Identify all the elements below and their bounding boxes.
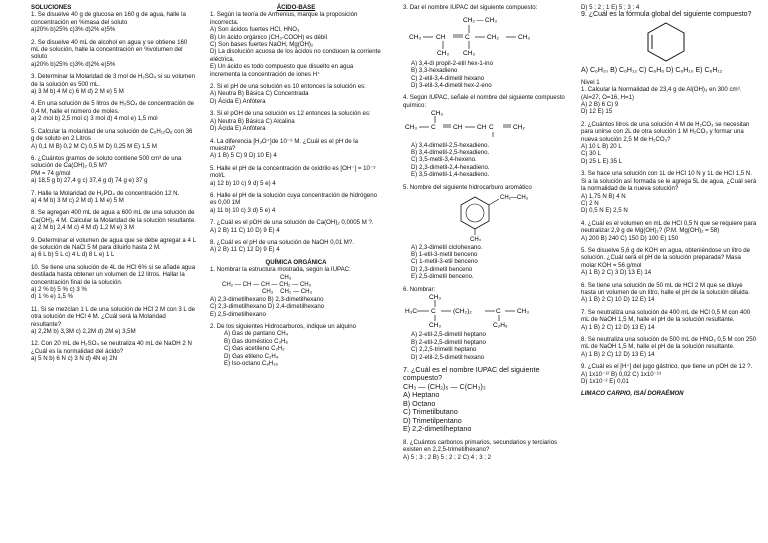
question-text: 7. ¿Cuál es el nombre IUPAC del siguiente compuesto? [403,364,540,383]
answer-option: D) 2,3-dimetil-2,4-hexadieno. [411,163,490,171]
answer-option: B) 3,4-dimetil-2,5-hexadieno. [411,149,490,157]
answer-options: D) 12 E) 15 [581,108,613,116]
question-5-text: 5. Nombre del siguiente hidrocarburo aromático [403,183,532,191]
answer-option: A) 2 B) 11 C) 12 D) 9 E) 4 [210,246,280,254]
answer-options: a)20% b)25% c)3% d)2% e)5% [31,60,116,68]
continued-options: D) 5 ; 2 ; 1 E) 5 ; 3 ; 4 [581,4,640,11]
answer-option: D) Gas etileno C₂H₄ [224,352,279,360]
answer-option: A) 1 B) 5 C) 9 D) 10 E) 4 [210,152,277,160]
structure-branch-2: CH₂ — CH₃ [280,288,313,296]
question-item [31,306,197,336]
answer-options: D) 25 L E) 35 L [581,157,623,165]
answer-options: C) 30 L [581,150,601,158]
question-text: 5. Calcular la molaridad de una solución de C₆H₁₂O₆ con 36 g de soluto en 2 Litros [31,127,193,143]
question-text: 8. Se neutraliza una solución de 500 mL de HNO₃ 0,5 M con 250 mL de NaOH 1,5 M, halle el pH de la solución resultante. [581,336,757,351]
question-item [210,165,382,187]
question-text: 6. ¿Cuántos gramos de soluto contiene 500 cm³ de una solución de Ca(OH)₂ 0,5 M? [31,154,182,170]
atom-label: CH₃ [437,50,450,58]
answer-options: A) 0,1 M B) 0,2 M C) 0,5 M D) 0,25 M E) 1,5 M [31,142,157,150]
answer-options: C) 2 N [581,199,599,207]
answer-option: E) 3,5-dimetil-1,4-hexadieno. [411,171,490,179]
answer-option: A) Heptano [403,390,440,400]
section-heading-acido-base: ÁCIDO-BASE [276,4,316,11]
question-text: 3. Si el pOH de una solución es 12 entonces la solución es: [210,110,371,118]
question-9-options: A) C₆H₁₀ B) C₆H₁₂ C) C₆H₆ D) C₆H₁₀ E) C₆H₁₂ [581,66,723,74]
answer-option: E) 2,5-dimetilhexano [210,310,266,318]
svg-text:C: C [489,124,494,132]
answer-option: a) 11 b) 10 c) 3 d) 5 e) 4 [210,206,276,214]
answer-option: C) 1-metil-3-etil benceno [411,258,478,266]
question-text: 2. De los siguientes Hidrocarburos, indique un alquino [210,323,357,331]
answer-options: A) 1x10⁻¹² B) 0,02 C) 1x10⁻¹³ [581,370,661,378]
answer-options: a) 2,2M b) 3,3M c) 2,2M d) 2M e) 3,5M [31,328,136,336]
question-text: 4. En una solución de 5 litros de H₂SO₄ de concentración de 0,4 M, halle el número de moles. [31,100,195,115]
structure-alkene-diagram [403,11,553,57]
answer-option: A) 2,3-dimetil ciclohexano. [411,243,483,251]
svg-text:CH: CH [453,124,463,132]
org-question-1 [210,266,382,318]
answer-option: E) Un ácido es todo compuesto que disuelto en agua incrementa la concentración de iones H⁺ [210,63,354,78]
question-4-text: 4. Según IUPAC, señale el nombre del siguiente compuesto químico: [403,94,565,109]
question-4-options [403,142,575,179]
answer-option: A) 2 B) 11 C) 10 D) 9 E) 4 [210,226,280,234]
answer-option: A) Neutra B) Básica C) Concentrada [210,90,309,98]
question-item [31,264,197,301]
answer-option: E) 2,2-dimetilheptano [403,424,472,434]
question-text: 8. ¿Cuál es el pH de una solución de NaOH 0,01 M?. [210,238,354,246]
svg-text:CH₃: CH₃ [429,293,442,301]
benzene-ring-diagram [403,191,553,241]
question-item [31,100,197,122]
answer-option: A) Son ácidos fuertes HCl, HNO₃ [210,26,300,34]
answer-option: B) 2-etil-2,5-dimetil heptano [411,338,486,346]
question-text: 2. ¿Cuántos litros de una solución 4 M de H₂CO₃ se necesitan para unirse con 2L de otra solución 1 M H₂CO₃ y formar una nueva solución 2,5 M de H₂CO₃? [581,120,750,143]
question-text: 9. ¿Cuál es el [H⁺] del jugo gástrico, que tiene un pOH de 12 ?. [581,363,753,371]
question-6-text: 6. Nombrar: [403,285,436,293]
answer-options: D) 1x10⁻² E) 0,01 [581,378,629,386]
question-text: 1. Se disuelve 40 g de glucosa en 160 g de agua, halle la concentración en %masa del soluto [31,11,186,26]
question-text: 11. Si se mezclan 1 L de una solución de HCl 2 M con 3 L de otra solución de HCl 4 M. ¿Cuál será la Molaridad resultante? [31,305,196,328]
question-item [210,219,382,234]
question-item [581,220,757,242]
answer-options: a)20% b)25% c)3% d)2% e)5% [31,26,116,34]
section-heading-soluciones: SOLUCIONES [31,4,72,11]
question-text: 8. ¿Cuántos carbonos primarios, secundarios y terciarios existen en 2,2,5-trimetilhexano? [403,438,558,454]
answer-options: D) 0,5 N E) 2,5 N [581,207,628,215]
question-text: 3. Determinar la Molaridad de 3 mol de H₂SO₄ si su volumen de la solución es 500 mL. [31,73,196,88]
question-text: 7. Halle la Molaridad de H₃PO₄ de concentración 12 N. [31,189,180,197]
answer-option: A) 3,4-di propil-2-etil hex-1-ino [411,59,493,67]
svg-text:CH₂—CH₃: CH₂—CH₃ [500,195,529,202]
answer-option: D) Trimetilpentano [403,415,462,425]
answer-option: B) Gas doméstico C₃H₈ [224,337,288,345]
atom-label: C [465,34,470,42]
cyclohexene-diagram [581,19,751,63]
svg-text:C₂H₅: C₂H₅ [493,321,508,329]
question-item [210,110,382,132]
question-item [210,192,382,214]
question-item [581,309,757,331]
answer-options: A) 200 B) 240 C) 150 D) 100 E) 150 [581,234,679,242]
svg-text:CH₃: CH₃ [405,124,418,132]
question-item [210,138,382,160]
svg-text:CH: CH [477,124,487,132]
answer-option: C) 3,5-metil-3,4-hexeno. [411,156,477,164]
svg-text:H₃C: H₃C [405,307,418,315]
question-text: 12. Con 20 mL de H₂SO₄ se neutraliza 40 mL de NaOH 2 N ¿Cuál es la normalidad del ácido? [31,340,192,355]
question-6-options [403,331,575,361]
atom-label: CH₃ [409,34,422,42]
answer-options: a) 6 L b) 5 L c) 4 L d) 8 L e) 1 L [31,251,115,259]
answer-option: A) Neutra B) Básica C) Alcalina [210,117,295,125]
answer-option: D) 3-etil-3,4-dimetil hex-2-eno [411,82,492,90]
question-item [581,282,757,304]
question-8 [403,439,575,461]
question-text: 2. Se disuelve 40 mL de alcohol en agua y se obtiene 160 mL de solución, halle la concentración en %volumen del soluto [31,38,188,61]
answer-options: a) 2 M b) 2,4 M c) 4 M d) 1,2 M e) 3 M [31,224,134,232]
answer-options: A) 1 B) 2 C) 12 D) 13 E) 14 [581,323,655,331]
atom-label: CH₂ — CH₃ [463,17,498,25]
branched-alkane-diagram [403,293,553,329]
svg-text:CH₃: CH₃ [470,237,482,242]
answer-option: C) 2,2,5-trimetil heptano [411,346,477,354]
question-item [210,239,382,254]
question-item [31,340,197,362]
column-acido-base [210,4,382,372]
question-5-options [403,244,575,281]
answer-options: a) 4 M b) 3 M c) 2 M d) 1 M e) 5 M [31,196,124,204]
answer-options: a) 5 N b) 6 N c) 3 N d) 4N e) 2N [31,355,118,363]
answer-option: D) La disolución acuosa de los ácidos no conducen la corriente eléctrica. [210,48,381,63]
svg-text:C: C [431,124,436,132]
question-item [581,247,757,277]
question-item [210,11,382,78]
question-item [31,11,197,33]
svg-text:CH₃: CH₃ [517,307,530,315]
answer-option: A) 2-etil-2,5-dimetil heptano [411,331,486,339]
structure-diene-diagram [403,109,553,139]
column-nivel-1 [581,4,757,398]
question-item [31,237,197,259]
question-text: 3. Se hace una solución con 1L de HCl 10 N y 1L de HCl 1,5 N. Si a la solución así formada se le agrega 5L de agua, ¿Cuál será la normalidad de la nueva solución? [581,170,757,193]
answer-option: D) 2-etil-2,5-dimetil hexano [411,353,485,361]
question-text: 4. La diferencia [H₃O⁺]de 10⁻⁹ M. ¿Cuál es el pH de la muestra? [210,137,359,152]
answer-options: A) 5 ; 3 ; 2 B) 5 ; 2 ; 2 C) 4 ; 3 ; 2 [403,453,492,461]
atom-label: CH [436,34,446,42]
question-item [581,363,757,385]
section-heading-nivel-1: Nivel 1 [581,78,600,86]
answer-options: a) 2 % b) 5 % c) 3 % [31,286,87,293]
answer-option: D) Ácida E) Anfótera [210,125,266,133]
answer-options: A) 1 B) 2 C) 12 D) 13 E) 14 [581,350,655,358]
answer-option: B) 1-etil-3-metil benceno [411,250,478,258]
question-item [31,155,197,185]
column-soluciones [31,4,197,368]
answer-options: A) 1 B) 2 C) 10 D) 12 E) 14 [581,296,655,304]
question-text: 6. Se tiene una solución de 50 mL de HCl 2 M que se diluye hasta un volumen de un litro, halle el pH de la solución diluida. [581,281,750,296]
atom-label: CH₃ [463,50,476,58]
answer-option: B) 3,3-hexadieno [411,67,458,75]
answer-option: A) 3,4-dimetil-2,5-hexadieno. [411,141,490,149]
answer-option: C) Trimetilbutano [403,407,458,417]
svg-text:C: C [496,307,501,315]
answer-option: D) 2,3-dimetil benceno [411,265,473,273]
question-text: 10. Se tiene una solución de 4L de HCl 6% si se añade agua destilada hasta obtener un volumen de 12 litros. Hallar la concentración final de la solución. [31,263,196,286]
structure-main: CH₂ — CH — CH — CH₂ — CH₃ [222,281,312,288]
answer-options: PM = 74 g/mol [31,169,71,177]
question-item [581,170,757,214]
answer-option: B) Un ácido orgánico (CH₃-COOH) es débil [210,33,327,41]
question-item [31,209,197,231]
structure-top: CH₃ [280,273,292,281]
question-text: 4. ¿Cuál es el volumen en mL de HCl 0,5 N que se requiere para neutralizar 2,9 g de Mg(OH)₂? (P.M. Mg(OH)₂ = 58) [581,219,757,235]
question-text: 9. Determinar el volumen de agua que se debe agregar a 4 L de solución de NaCl 5 M para diluirlo hasta 2 M. [31,236,196,251]
question-text: 1. Calcular la Normalidad de 23,4 g de Al(OH)₃ en 300 cm³. (Al=27, O=16, H=1) [581,86,742,101]
section-heading-organica: QUÍMICA ORGÁNICA [265,258,327,266]
svg-text:CH₂: CH₂ [513,124,525,132]
answer-option: A) Gas de pantano CH₄ [224,330,289,338]
column-organica-2 [403,4,575,461]
question-item [210,83,382,105]
question-text: 5. Halle el pH de la concentración de oxidrilo es [OH⁻] = 10⁻⁵ mol/L [210,164,376,180]
question-item [581,86,757,116]
answer-option: E) 2,5-dimetil benceno. [411,273,474,281]
answer-option: C) 2,3-dimetilhexano D) 2,4-dimetilhexano [210,303,325,311]
question-3-text: 3. Dar el nombre IUPAC del siguiente compuesto: [403,4,538,11]
question-item [581,336,757,358]
answer-option: B) Octano [403,398,436,408]
answer-options: A) 1 B) 2 C) 3 D) 13 E) 14 [581,269,652,277]
question-item [31,73,197,95]
atom-label: CH₃ [518,34,531,42]
question-text: 5. Se disuelve 5,6 g de KOH en agua, obteniéndose un litro de solución. ¿Cuál será el pH de la solución preparada? Masa molar KOH = 56 g/mol [581,246,751,269]
svg-text:(CH₂)₂: (CH₂)₂ [453,307,472,315]
answer-options: a) 2 mol b) 2,5 mol c) 3 mol d) 4 mol e) 1,5 mol [31,115,158,123]
question-text: 8. Se agregan 400 mL de agua a 600 mL de una solución de Ca(OH)₂ 4 M. Calcular la Molaridad de la solución resultante. [31,209,196,224]
question-text: 7. ¿Cuál es el pOH de una solución de Ca(OH)₂ 0,0005 M ?. [210,219,374,227]
question-3-options [403,60,575,90]
question-text: 6. Halle el pH de la solución cuya concentración de hidrógeno es 0,00 1M [210,191,378,207]
answer-option: D) Ácida E) Anfótera [210,97,266,105]
svg-text:CH₃: CH₃ [429,321,442,329]
structure-1 [210,274,382,296]
question-9-text: 9. ¿Cuál es la fórmula global del siguiente compuesto? [581,11,752,19]
answer-options: d) 1 % e) 1,5 % [31,293,73,301]
org-question-2 [210,323,382,367]
answer-options: A) 1,75 N B) 4 N [581,192,626,200]
answer-option: C) 2-etil-3,4-dimetil hexano [411,74,485,82]
atom-label: CH₂ [487,34,499,42]
question-7 [403,366,575,434]
question-item [31,39,197,69]
svg-text:CH₃: CH₃ [431,110,444,118]
question-item [31,190,197,205]
answer-option: C) Son bases fuertes NaOH, Mg(OH)₂ [210,41,314,49]
svg-text:C: C [431,307,436,315]
answer-options: a) 3 M b) 4 M c) 6 M d) 2 M e) 5 M [31,88,124,96]
answer-options: A) 10 L B) 20 L [581,143,622,151]
question-item [31,128,197,150]
formula: CH₃ — (CH₂)₅ — C(CH₃)₃ [403,381,486,391]
question-text: 1. Nombrar la estructura mostrada, según la IUPAC: [210,266,351,274]
question-item [581,121,757,165]
question-text: 7. Se neutraliza una solución de 400 mL de HCl 0,5 M con 400 mL de NaOH 1,5 M, halle el pH de la solución resultante. [581,308,751,324]
answer-option: A) 2,3-dimetilhexano B) 2,3-dimetilhexano [210,295,324,303]
answer-option: C) Gas acetileno C₂H₂ [224,345,285,353]
author-signature: LIMACO CARPIO, ISAÍ DORAÉMON [581,390,684,398]
question-text: 1. Según la teoría de Arrhenius, marque la proposición incorrecta. [210,11,358,26]
answer-option: a) 12 b) 10 c) 9 d) 5 e) 4 [210,179,276,187]
structure-branch-1: CH₃ [262,288,274,296]
answer-options: a) 18,5 g b) 27,4 g c) 37,4 g d) 74 g e) 37 g [31,177,148,185]
answer-option: E) Iso-octano C₈H₁₈ [224,360,278,368]
answer-options: A) 2 B) 6 C) 9 [581,101,619,109]
question-text: 2. Si el pH de una solución es 10 entonces la solución es: [210,83,366,91]
